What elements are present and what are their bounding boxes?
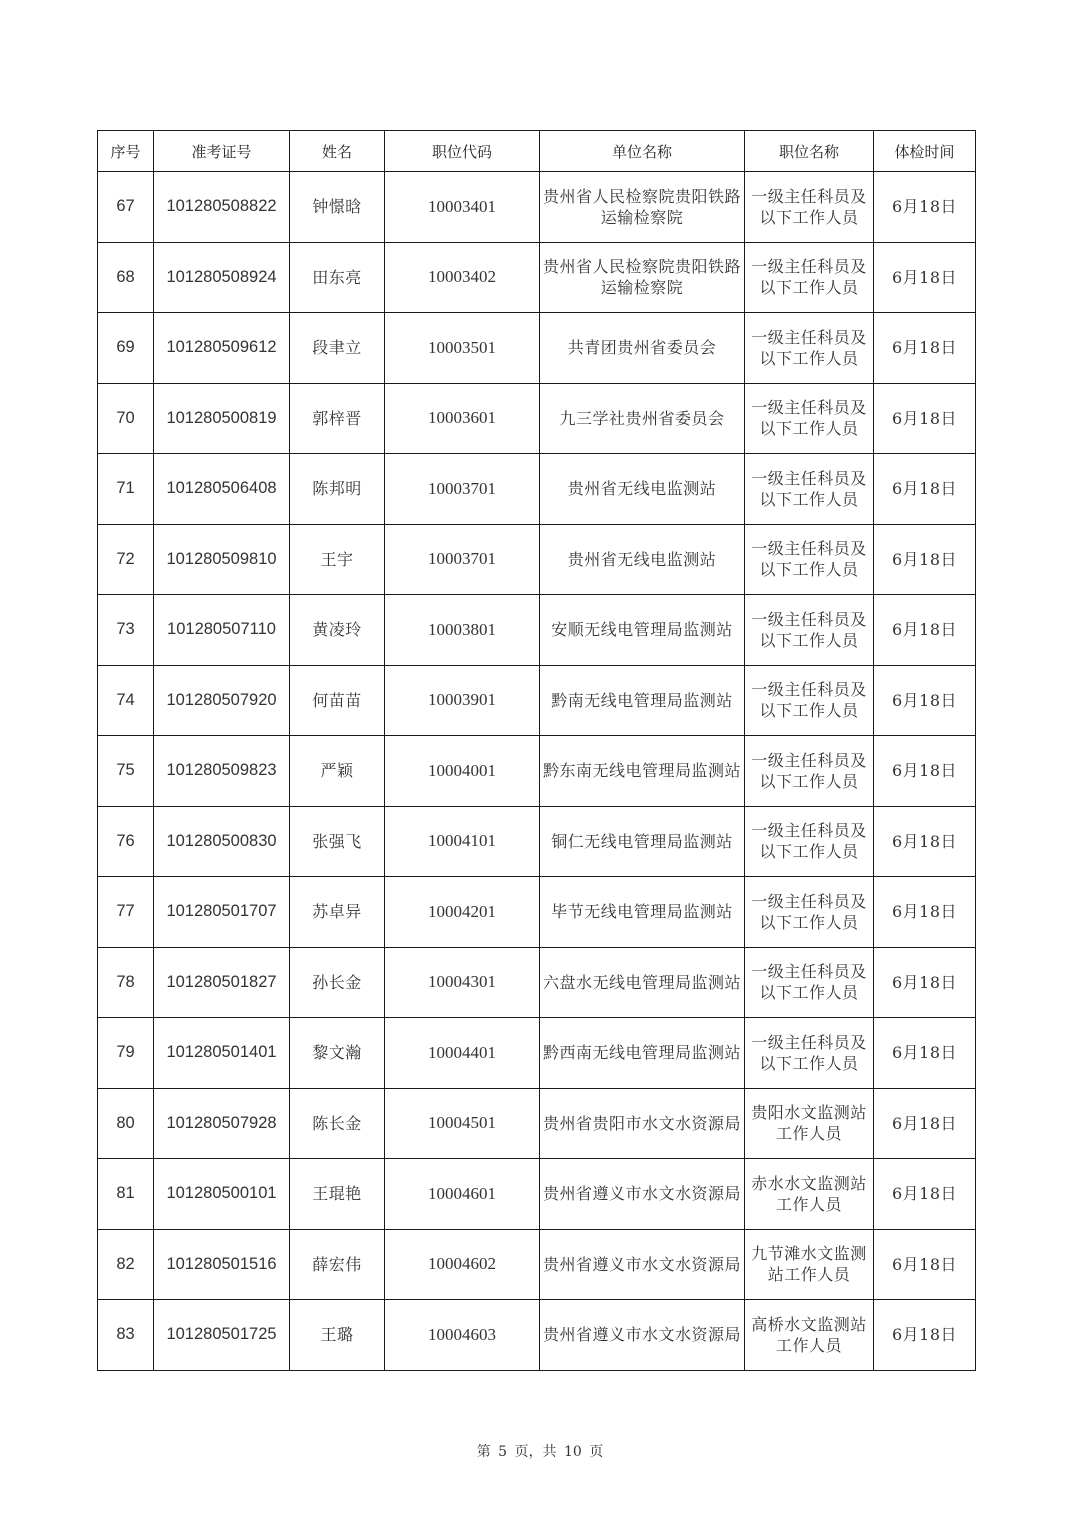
table-row [98, 1159, 976, 1230]
cell-unit-name: 毕节无线电管理局监测站 [540, 877, 745, 948]
header-exam-date: 体检时间 [874, 131, 976, 172]
cell-position-code: 10004001 [385, 736, 540, 807]
cell-exam-date: 6月18日 [874, 665, 976, 736]
cell-seq: 72 [98, 524, 154, 595]
cell-seq: 83 [98, 1300, 154, 1371]
cell-position-code: 10004601 [385, 1159, 540, 1230]
table-row [98, 877, 976, 948]
cell-position-code: 10003401 [385, 172, 540, 243]
cell-name: 段聿立 [290, 313, 385, 384]
cell-position-name: 一级主任科员及以下工作人员 [745, 524, 874, 595]
cell-unit-name: 六盘水无线电管理局监测站 [540, 947, 745, 1018]
cell-position-name: 一级主任科员及以下工作人员 [745, 172, 874, 243]
cell-position-name: 一级主任科员及以下工作人员 [745, 665, 874, 736]
cell-unit-name: 贵州省遵义市水文水资源局 [540, 1159, 745, 1230]
cell-position-code: 10004602 [385, 1229, 540, 1300]
cell-position-name: 高桥水文监测站工作人员 [745, 1300, 874, 1371]
cell-position-name: 一级主任科员及以下工作人员 [745, 877, 874, 948]
header-ticket-number: 准考证号 [154, 131, 290, 172]
cell-position-code: 10003402 [385, 242, 540, 313]
cell-exam-date: 6月18日 [874, 313, 976, 384]
cell-position-name: 一级主任科员及以下工作人员 [745, 595, 874, 666]
cell-ticket-number: 101280501827 [154, 947, 290, 1018]
cell-seq: 68 [98, 242, 154, 313]
cell-name: 田东亮 [290, 242, 385, 313]
cell-seq: 77 [98, 877, 154, 948]
cell-position-name: 贵阳水文监测站工作人员 [745, 1088, 874, 1159]
cell-position-code: 10003801 [385, 595, 540, 666]
cell-ticket-number: 101280507928 [154, 1088, 290, 1159]
cell-seq: 81 [98, 1159, 154, 1230]
cell-seq: 73 [98, 595, 154, 666]
cell-unit-name: 贵州省无线电监测站 [540, 454, 745, 525]
cell-seq: 79 [98, 1018, 154, 1089]
cell-unit-name: 安顺无线电管理局监测站 [540, 595, 745, 666]
cell-seq: 82 [98, 1229, 154, 1300]
cell-position-code: 10004101 [385, 806, 540, 877]
cell-exam-date: 6月18日 [874, 736, 976, 807]
cell-name: 钟憬晗 [290, 172, 385, 243]
header-position-code: 职位代码 [385, 131, 540, 172]
cell-unit-name: 黔东南无线电管理局监测站 [540, 736, 745, 807]
table-row [98, 454, 976, 525]
cell-name: 薛宏伟 [290, 1229, 385, 1300]
cell-name: 张强飞 [290, 806, 385, 877]
table-row [98, 806, 976, 877]
cell-ticket-number: 101280506408 [154, 454, 290, 525]
table-row [98, 1300, 976, 1371]
cell-ticket-number: 101280509823 [154, 736, 290, 807]
cell-ticket-number: 101280509612 [154, 313, 290, 384]
cell-ticket-number: 101280501725 [154, 1300, 290, 1371]
table-row [98, 1088, 976, 1159]
table-row [98, 1018, 976, 1089]
cell-position-code: 10004201 [385, 877, 540, 948]
cell-exam-date: 6月18日 [874, 172, 976, 243]
cell-ticket-number: 101280507920 [154, 665, 290, 736]
cell-ticket-number: 101280508924 [154, 242, 290, 313]
cell-ticket-number: 101280500101 [154, 1159, 290, 1230]
cell-name: 孙长金 [290, 947, 385, 1018]
cell-unit-name: 九三学社贵州省委员会 [540, 383, 745, 454]
cell-unit-name: 铜仁无线电管理局监测站 [540, 806, 745, 877]
cell-seq: 74 [98, 665, 154, 736]
cell-position-name: 一级主任科员及以下工作人员 [745, 454, 874, 525]
cell-ticket-number: 101280508822 [154, 172, 290, 243]
cell-seq: 67 [98, 172, 154, 243]
cell-position-code: 10003701 [385, 524, 540, 595]
cell-name: 王琨艳 [290, 1159, 385, 1230]
cell-position-code: 10003601 [385, 383, 540, 454]
table-header-row [98, 131, 976, 172]
cell-seq: 78 [98, 947, 154, 1018]
cell-unit-name: 贵州省无线电监测站 [540, 524, 745, 595]
cell-position-code: 10004501 [385, 1088, 540, 1159]
cell-exam-date: 6月18日 [874, 1088, 976, 1159]
table-row [98, 383, 976, 454]
cell-position-name: 一级主任科员及以下工作人员 [745, 947, 874, 1018]
cell-seq: 80 [98, 1088, 154, 1159]
cell-exam-date: 6月18日 [874, 383, 976, 454]
cell-seq: 76 [98, 806, 154, 877]
cell-name: 严颖 [290, 736, 385, 807]
cell-name: 何苗苗 [290, 665, 385, 736]
cell-exam-date: 6月18日 [874, 524, 976, 595]
cell-position-code: 10003901 [385, 665, 540, 736]
table-row [98, 172, 976, 243]
cell-position-name: 一级主任科员及以下工作人员 [745, 242, 874, 313]
cell-name: 黎文瀚 [290, 1018, 385, 1089]
cell-unit-name: 贵州省贵阳市水文水资源局 [540, 1088, 745, 1159]
table-row [98, 313, 976, 384]
cell-name: 王宇 [290, 524, 385, 595]
cell-exam-date: 6月18日 [874, 1018, 976, 1089]
cell-position-name: 九节滩水文监测站工作人员 [745, 1229, 874, 1300]
cell-ticket-number: 101280501516 [154, 1229, 290, 1300]
cell-unit-name: 共青团贵州省委员会 [540, 313, 745, 384]
cell-exam-date: 6月18日 [874, 1300, 976, 1371]
cell-ticket-number: 101280500819 [154, 383, 290, 454]
cell-ticket-number: 101280507110 [154, 595, 290, 666]
cell-position-code: 10003501 [385, 313, 540, 384]
cell-exam-date: 6月18日 [874, 806, 976, 877]
cell-exam-date: 6月18日 [874, 947, 976, 1018]
cell-ticket-number: 101280509810 [154, 524, 290, 595]
header-position-name: 职位名称 [745, 131, 874, 172]
cell-unit-name: 贵州省人民检察院贵阳铁路运输检察院 [540, 242, 745, 313]
cell-seq: 69 [98, 313, 154, 384]
table-row [98, 524, 976, 595]
cell-name: 陈邦明 [290, 454, 385, 525]
cell-exam-date: 6月18日 [874, 242, 976, 313]
cell-seq: 70 [98, 383, 154, 454]
table-row [98, 947, 976, 1018]
table-row [98, 595, 976, 666]
cell-name: 王璐 [290, 1300, 385, 1371]
cell-name: 陈长金 [290, 1088, 385, 1159]
cell-position-code: 10004603 [385, 1300, 540, 1371]
cell-exam-date: 6月18日 [874, 454, 976, 525]
header-seq: 序号 [98, 131, 154, 172]
cell-ticket-number: 101280500830 [154, 806, 290, 877]
header-name: 姓名 [290, 131, 385, 172]
cell-unit-name: 贵州省遵义市水文水资源局 [540, 1300, 745, 1371]
cell-position-code: 10003701 [385, 454, 540, 525]
table-body [98, 172, 976, 1371]
cell-exam-date: 6月18日 [874, 595, 976, 666]
cell-unit-name: 贵州省遵义市水文水资源局 [540, 1229, 745, 1300]
cell-position-name: 一级主任科员及以下工作人员 [745, 736, 874, 807]
candidate-table [97, 130, 976, 1371]
cell-ticket-number: 101280501707 [154, 877, 290, 948]
cell-position-code: 10004301 [385, 947, 540, 1018]
table-row [98, 242, 976, 313]
cell-position-code: 10004401 [385, 1018, 540, 1089]
cell-name: 黄凌玲 [290, 595, 385, 666]
cell-ticket-number: 101280501401 [154, 1018, 290, 1089]
table-row [98, 665, 976, 736]
cell-seq: 71 [98, 454, 154, 525]
cell-position-name: 赤水水文监测站工作人员 [745, 1159, 874, 1230]
cell-exam-date: 6月18日 [874, 877, 976, 948]
cell-unit-name: 贵州省人民检察院贵阳铁路运输检察院 [540, 172, 745, 243]
cell-position-name: 一级主任科员及以下工作人员 [745, 313, 874, 384]
cell-position-name: 一级主任科员及以下工作人员 [745, 1018, 874, 1089]
table-row [98, 736, 976, 807]
cell-position-name: 一级主任科员及以下工作人员 [745, 806, 874, 877]
cell-position-name: 一级主任科员及以下工作人员 [745, 383, 874, 454]
cell-name: 郭梓晋 [290, 383, 385, 454]
cell-seq: 75 [98, 736, 154, 807]
page-number: 第 5 页，共 10 页 [476, 1444, 604, 1460]
cell-exam-date: 6月18日 [874, 1229, 976, 1300]
cell-unit-name: 黔南无线电管理局监测站 [540, 665, 745, 736]
cell-exam-date: 6月18日 [874, 1159, 976, 1230]
table-row [98, 1229, 976, 1300]
cell-name: 苏卓异 [290, 877, 385, 948]
header-unit-name: 单位名称 [540, 131, 745, 172]
cell-unit-name: 黔西南无线电管理局监测站 [540, 1018, 745, 1089]
